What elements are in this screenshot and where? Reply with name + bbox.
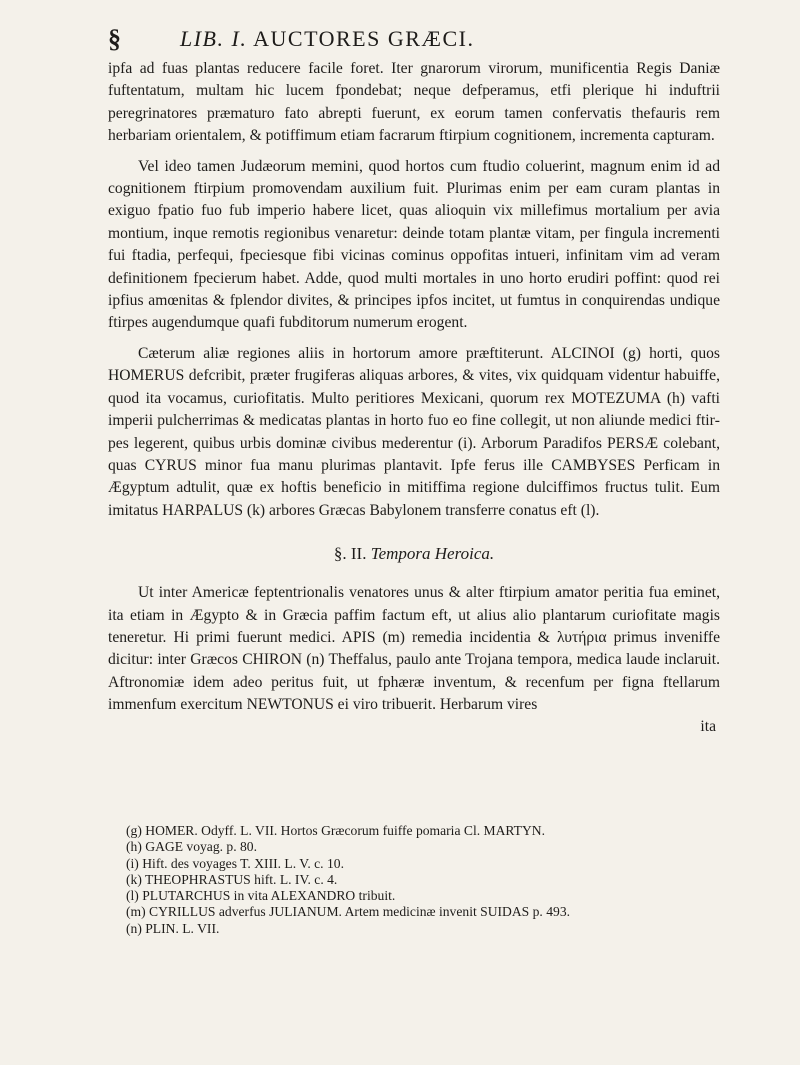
section-title: Tempora Heroica. xyxy=(370,544,495,564)
book-title: AUCTORES GRÆCI. xyxy=(253,26,475,51)
catchword: ita xyxy=(700,717,716,735)
running-header xyxy=(0,18,800,58)
paragraph-4: Ut inter Americæ feptentrionalis venatores unus & alter ftirpium amator peritia fua eminet, ita etiam in Ægypto & in Græcia paffim factum eft, ut alius alio plantarum curiofitate magis teneretur. Hi primi fuerunt medici. APIS (m) remedia incidentia & λυτήρια primus inveniffe dicitur: inter Græcos CHIRON (n) Theffalus, paulo ante Trojana tempora, medica laude inclaruit. Aftronomiæ idem adeo peritus fuit, ut fphæræ inventum, & recenfum per figna ftellarum immenfum exercitum NEWTONUS ei viro tribuerit. Herbarum vires xyxy=(108,584,720,714)
section-mark: § xyxy=(108,24,121,53)
paragraph-3: Cæterum aliæ regiones aliis in hortorum amore præftiterunt. ALCINOI (g) horti, quos HOMERUS defcribit, præter frugiferas aliquas arbores, & vites, vix quidquam videntur habuiffe, quod ita vocamus, curiofitatis. Multo peritiores Mexicani, quorum rex MOTEZUMA (h) vafti imperii pulcherrimas & medicatas plantas in horto fuo eo fine collegit, ut non aliunde medici ftirpes legerent, quibus urbis dominæ civibus mederentur (i). Arborum Paradifos PERSÆ colebant, quas CYRUS minor fua manu plurimas plantavit. Ipfe ferus ille CAMBYSES Perficam in Ægyptum adtulit, quæ ex hoftis beneficio in mitiffima regione dulciffimos fructus tulit. Eum imitatus HARPALUS (k) arbores Græcas Babylonem transferre conatus eft (l). xyxy=(108,344,720,519)
section-heading xyxy=(108,544,720,564)
footnote-g: (g) HOMER. Odyff. L. VII. Hortos Græcorum fuiffe pomaria Cl. MARTYN. xyxy=(126,823,546,838)
section-number: §. II. xyxy=(333,544,367,564)
footnotes xyxy=(126,823,726,937)
footnote-l: (l) PLUTARCHUS in vita ALEXANDRO tribuit. xyxy=(126,888,396,904)
paragraph-1: ipfa ad fuas plantas reducere facile foret. Iter gnarorum virorum, munificentia Regis Daniæ fuftentatum, multam hic lucem fpondebat; neque defperamus, etfi plerique hi induftrii peregrinatores præmaturo fato abrepti fuerunt, ex eorum tamen confervatis thefauris rem herbariam orientalem, & potiffimum etiam facrarum ftirpium cognitionem, incrementa capturam. xyxy=(108,60,720,145)
running-title xyxy=(180,26,474,52)
footnote-i: (i) Hift. des voyages T. XIII. L. V. c. 10. xyxy=(126,855,344,871)
book-number: LIB. I. xyxy=(180,26,248,51)
footnote-n: (n) PLIN. L. VII. xyxy=(126,920,220,936)
footnote-k: (k) THEOPHRASTUS hift. L. IV. c. 4. xyxy=(126,871,338,887)
footnote-m: (m) CYRILLUS adverfus JULIANUM. Artem medicinæ invenit SUIDAS p. 493. xyxy=(126,904,571,920)
main-text xyxy=(108,58,720,737)
paragraph-2: Vel ideo tamen Judæorum memini, quod hortos cum ftudio coluerint, magnum enim id ad cognitionem ftirpium promovendam auxilium fuit. Plurimas enim per eam curam plantas in exiguo fpatio fuo fub imperio habere licet, quas alioquin vix millefimus mortalium per avia montium, inque remotis regionibus venaretur: deinde totam plantæ vitam, per fingula incrementi fui ftadia, perfequi, fpeciesque fibi vicinas cominus oppofitas intueri, infinitam vim ad veram definitionem fpecierum habet. Adde, quod multi mortales in uno horto erudiri poffint: quod rei ipfius amœnitas & fplendor divites, & principes ipfos incitet, ut fumtus in conquirendas undique ftirpes augendumque quafi fubditorum numerum erogent. xyxy=(108,157,720,332)
footnote-h: (h) GAGE voyag. p. 80. xyxy=(126,839,258,855)
